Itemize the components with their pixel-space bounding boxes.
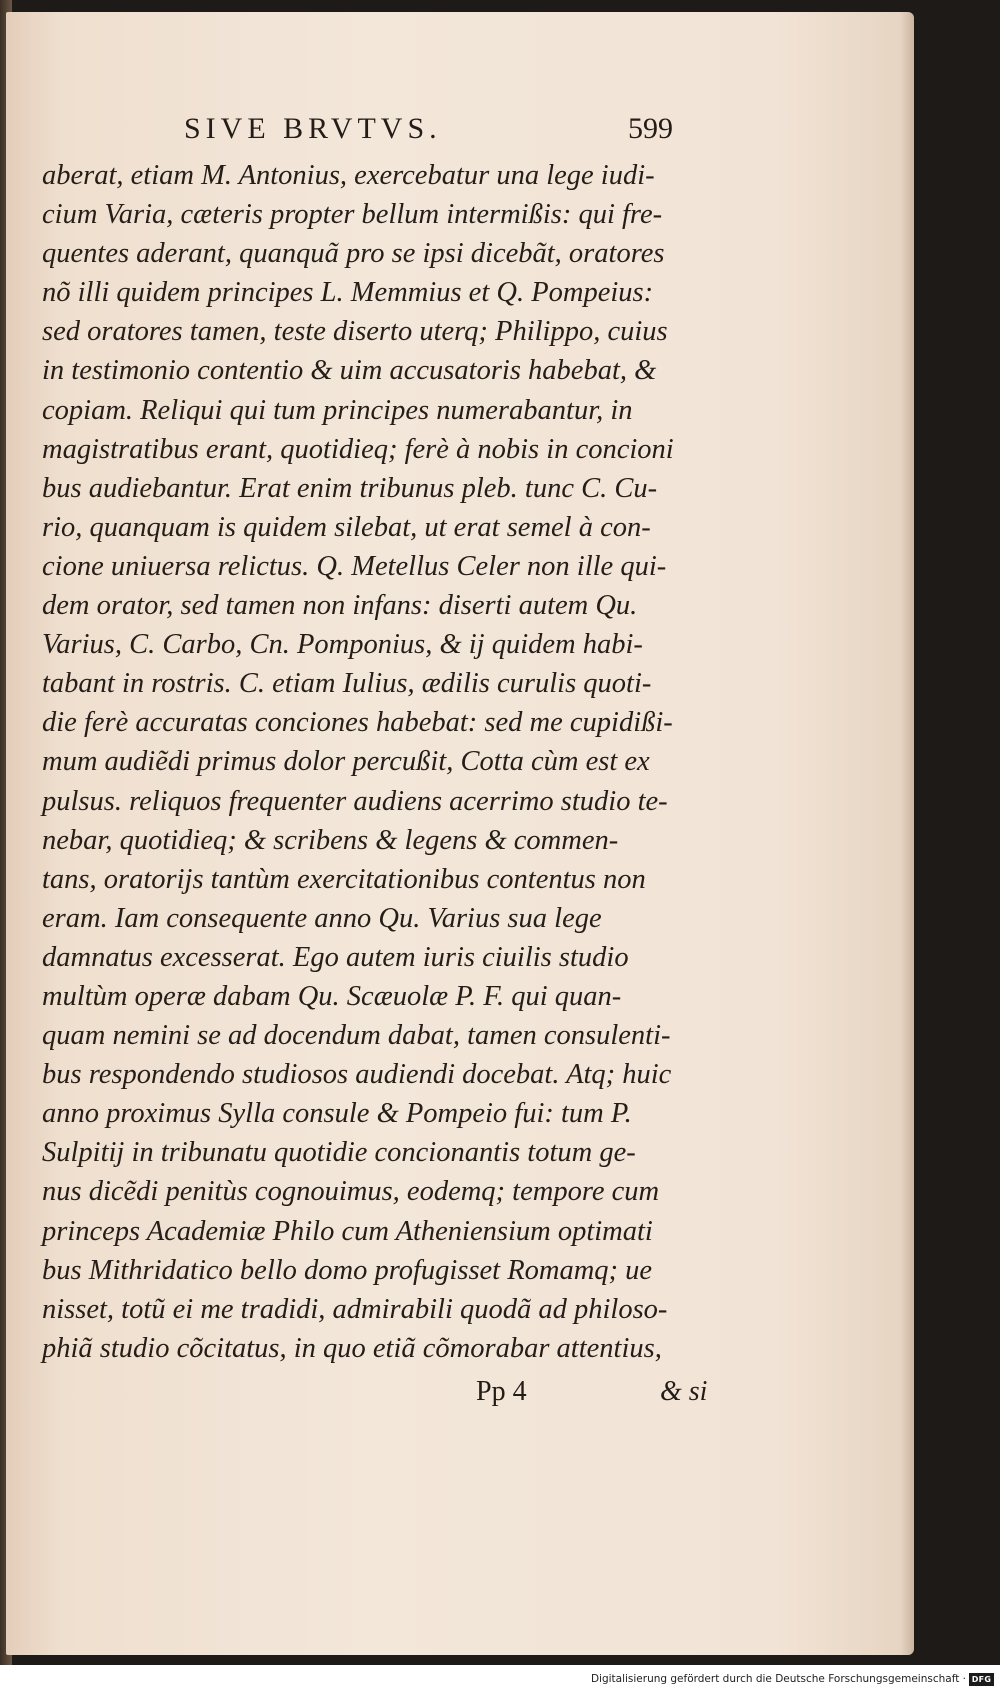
funding-credit: Digitalisierung gefördert durch die Deutsche Forschungsgemeinschaft · [590,1673,966,1685]
text-line: nõ illi quidem principes L. Memmius et Q. Pompeius: [42,277,654,309]
text-line: magistratibus erant, quotidieq; ferè à nobis in concioni [42,433,674,465]
text-line: cione uniuersa relictus. Q. Metellus Celer non ille qui- [42,550,667,582]
text-line: tans, oratorijs tantùm exercitationibus contentus non [42,863,646,895]
text-line: dem orator, sed tamen non infans: diserti autem Qu. [42,590,638,622]
text-line: pulsus. reliquos frequenter audiens acerrimo studio te- [42,785,668,817]
text-line: sed oratores tamen, teste diserto uterq; Philippo, cuius [42,316,668,348]
text-line: rio, quanquam is quidem silebat, ut erat semel à con- [42,511,651,543]
text-line: anno proximus Sylla consule & Pompeio fui: tum P. [42,1098,632,1130]
text-line: multùm operæ dabam Qu. Scæuolæ P. F. qui quan- [42,980,622,1012]
text-line: cium Varia, cæteris propter bellum intermißis: qui fre- [42,199,663,231]
text-line: nebar, quotidieq; & scribens & legens & commen- [42,824,619,856]
text-line: in testimonio contentio & uim accusatoris habebat, & [42,355,657,387]
text-line: Varius, C. Carbo, Cn. Pomponius, & ij quidem habi- [42,629,643,661]
text-line: copiam. Reliqui qui tum principes numerabantur, in [42,394,633,426]
text-line: phiã studio cõcitatus, in quo etiã cõmorabar attentius, [42,1332,662,1364]
text-line: tabant in rostris. C. etiam Iulius, ædilis curulis quoti- [42,668,652,700]
text-line: bus respondendo studiosos audiendi docebat. Atq; huic [42,1059,672,1091]
body-text [42,156,692,1368]
text-line: aberat, etiam M. Antonius, exercebatur una lege iudi- [42,160,655,191]
running-head: SIVE BRVTVS. [184,112,442,145]
text-line: quam nemini se ad docendum dabat, tamen consulenti- [42,1020,671,1052]
text-line: mum audiẽdi primus dolor percußit, Cotta cùm est ex [42,746,650,778]
text-line: nisset, totũ ei me tradidi, admirabili quodã ad philoso- [42,1293,668,1325]
text-line: Sulpitij in tribunatu quotidie concionantis totum ge- [42,1137,636,1169]
catchword: & si [660,1376,708,1407]
text-line: die ferè accuratas conciones habebat: sed me cupidißi- [42,707,673,739]
text-line: bus Mithridatico bello domo profugisset Romamq; ue [42,1254,653,1286]
text-line: bus audiebantur. Erat enim tribunus pleb. tunc C. Cu- [42,472,658,504]
text-line: eram. Iam consequente anno Qu. Varius sua lege [42,902,602,934]
signature-mark: Pp 4 [476,1376,527,1407]
page-number: 599 [628,112,673,145]
dfg-logo: DFG [969,1673,994,1686]
text-line: quentes aderant, quanquã pro se ipsi dicebãt, oratores [42,238,665,270]
text-line: nus dicẽdi penitùs cognouimus, eodemq; tempore cum [42,1176,660,1208]
text-line: princeps Academiæ Philo cum Atheniensium optimati [42,1215,653,1247]
page-edge-shadow [900,12,914,1655]
text-line: damnatus excesserat. Ego autem iuris ciuilis studio [42,941,629,973]
